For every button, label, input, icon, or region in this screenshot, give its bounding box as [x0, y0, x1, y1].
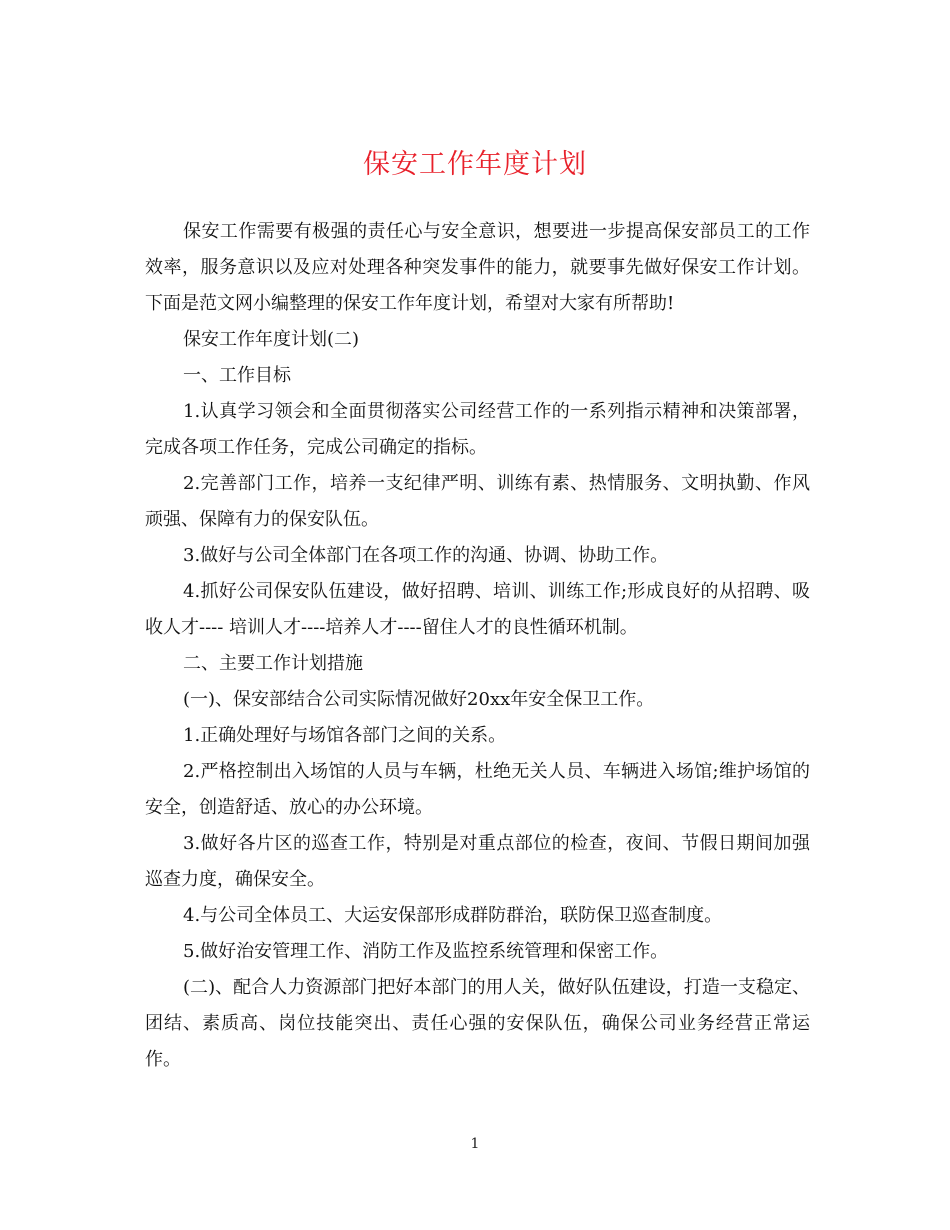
goal-item-2: 2.完善部门工作，培养一支纪律严明、训练有素、热情服务、文明执勤、作风顽强、保障有力的保安队伍。 [145, 473, 810, 530]
page-number: 1 [470, 1136, 480, 1152]
document-title: 保安工作年度计划 [363, 149, 587, 180]
paragraph-subtitle: 保安工作年度计划(二) [183, 329, 360, 350]
measure-item-1: 1.正确处理好与场馆各部门之间的关系。 [183, 725, 507, 746]
section-heading-goals: 一、工作目标 [183, 365, 291, 386]
goal-item-4: 4.抓好公司保安队伍建设，做好招聘、培训、训练工作;形成良好的从招聘、吸收人才---- 培训人才----培养人才----留住人才的良性循环机制。 [145, 581, 810, 638]
measure-item-3: 3.做好各片区的巡查工作，特别是对重点部位的检查，夜间、节假日期间加强巡查力度，确保安全。 [145, 833, 810, 890]
measure-item-4: 4.与公司全体员工、大运安保部形成群防群治，联防保卫巡查制度。 [183, 905, 723, 926]
measure-item-5: 5.做好治安管理工作、消防工作及监控系统管理和保密工作。 [183, 941, 669, 962]
paragraph-intro: 保安工作需要有极强的责任心与安全意识，想要进一步提高保安部员工的工作效率，服务意识以及应对处理各种突发事件的能力，就要事先做好保安工作计划。下面是范文网小编整理的保安工作年度计划，希望对大家有所帮助! [145, 221, 810, 314]
subsection-heading-1: (一)、保安部结合公司实际情况做好20xx年安全保卫工作。 [183, 689, 655, 710]
measure-item-2: 2.严格控制出入场馆的人员与车辆，杜绝无关人员、车辆进入场馆;维护场馆的安全，创造舒适、放心的办公环境。 [145, 761, 810, 818]
goal-item-3: 3.做好与公司全体部门在各项工作的沟通、协调、协助工作。 [183, 545, 669, 566]
document-body [145, 214, 810, 1078]
section-heading-measures: 二、主要工作计划措施 [183, 653, 363, 674]
subsection-heading-2: (二)、配合人力资源部门把好本部门的用人关，做好队伍建设，打造一支稳定、团结、素质高、岗位技能突出、责任心强的安保队伍，确保公司业务经营正常运作。 [145, 977, 810, 1070]
goal-item-1: 1.认真学习领会和全面贯彻落实公司经营工作的一系列指示精神和决策部署，完成各项工作任务，完成公司确定的指标。 [145, 401, 810, 458]
